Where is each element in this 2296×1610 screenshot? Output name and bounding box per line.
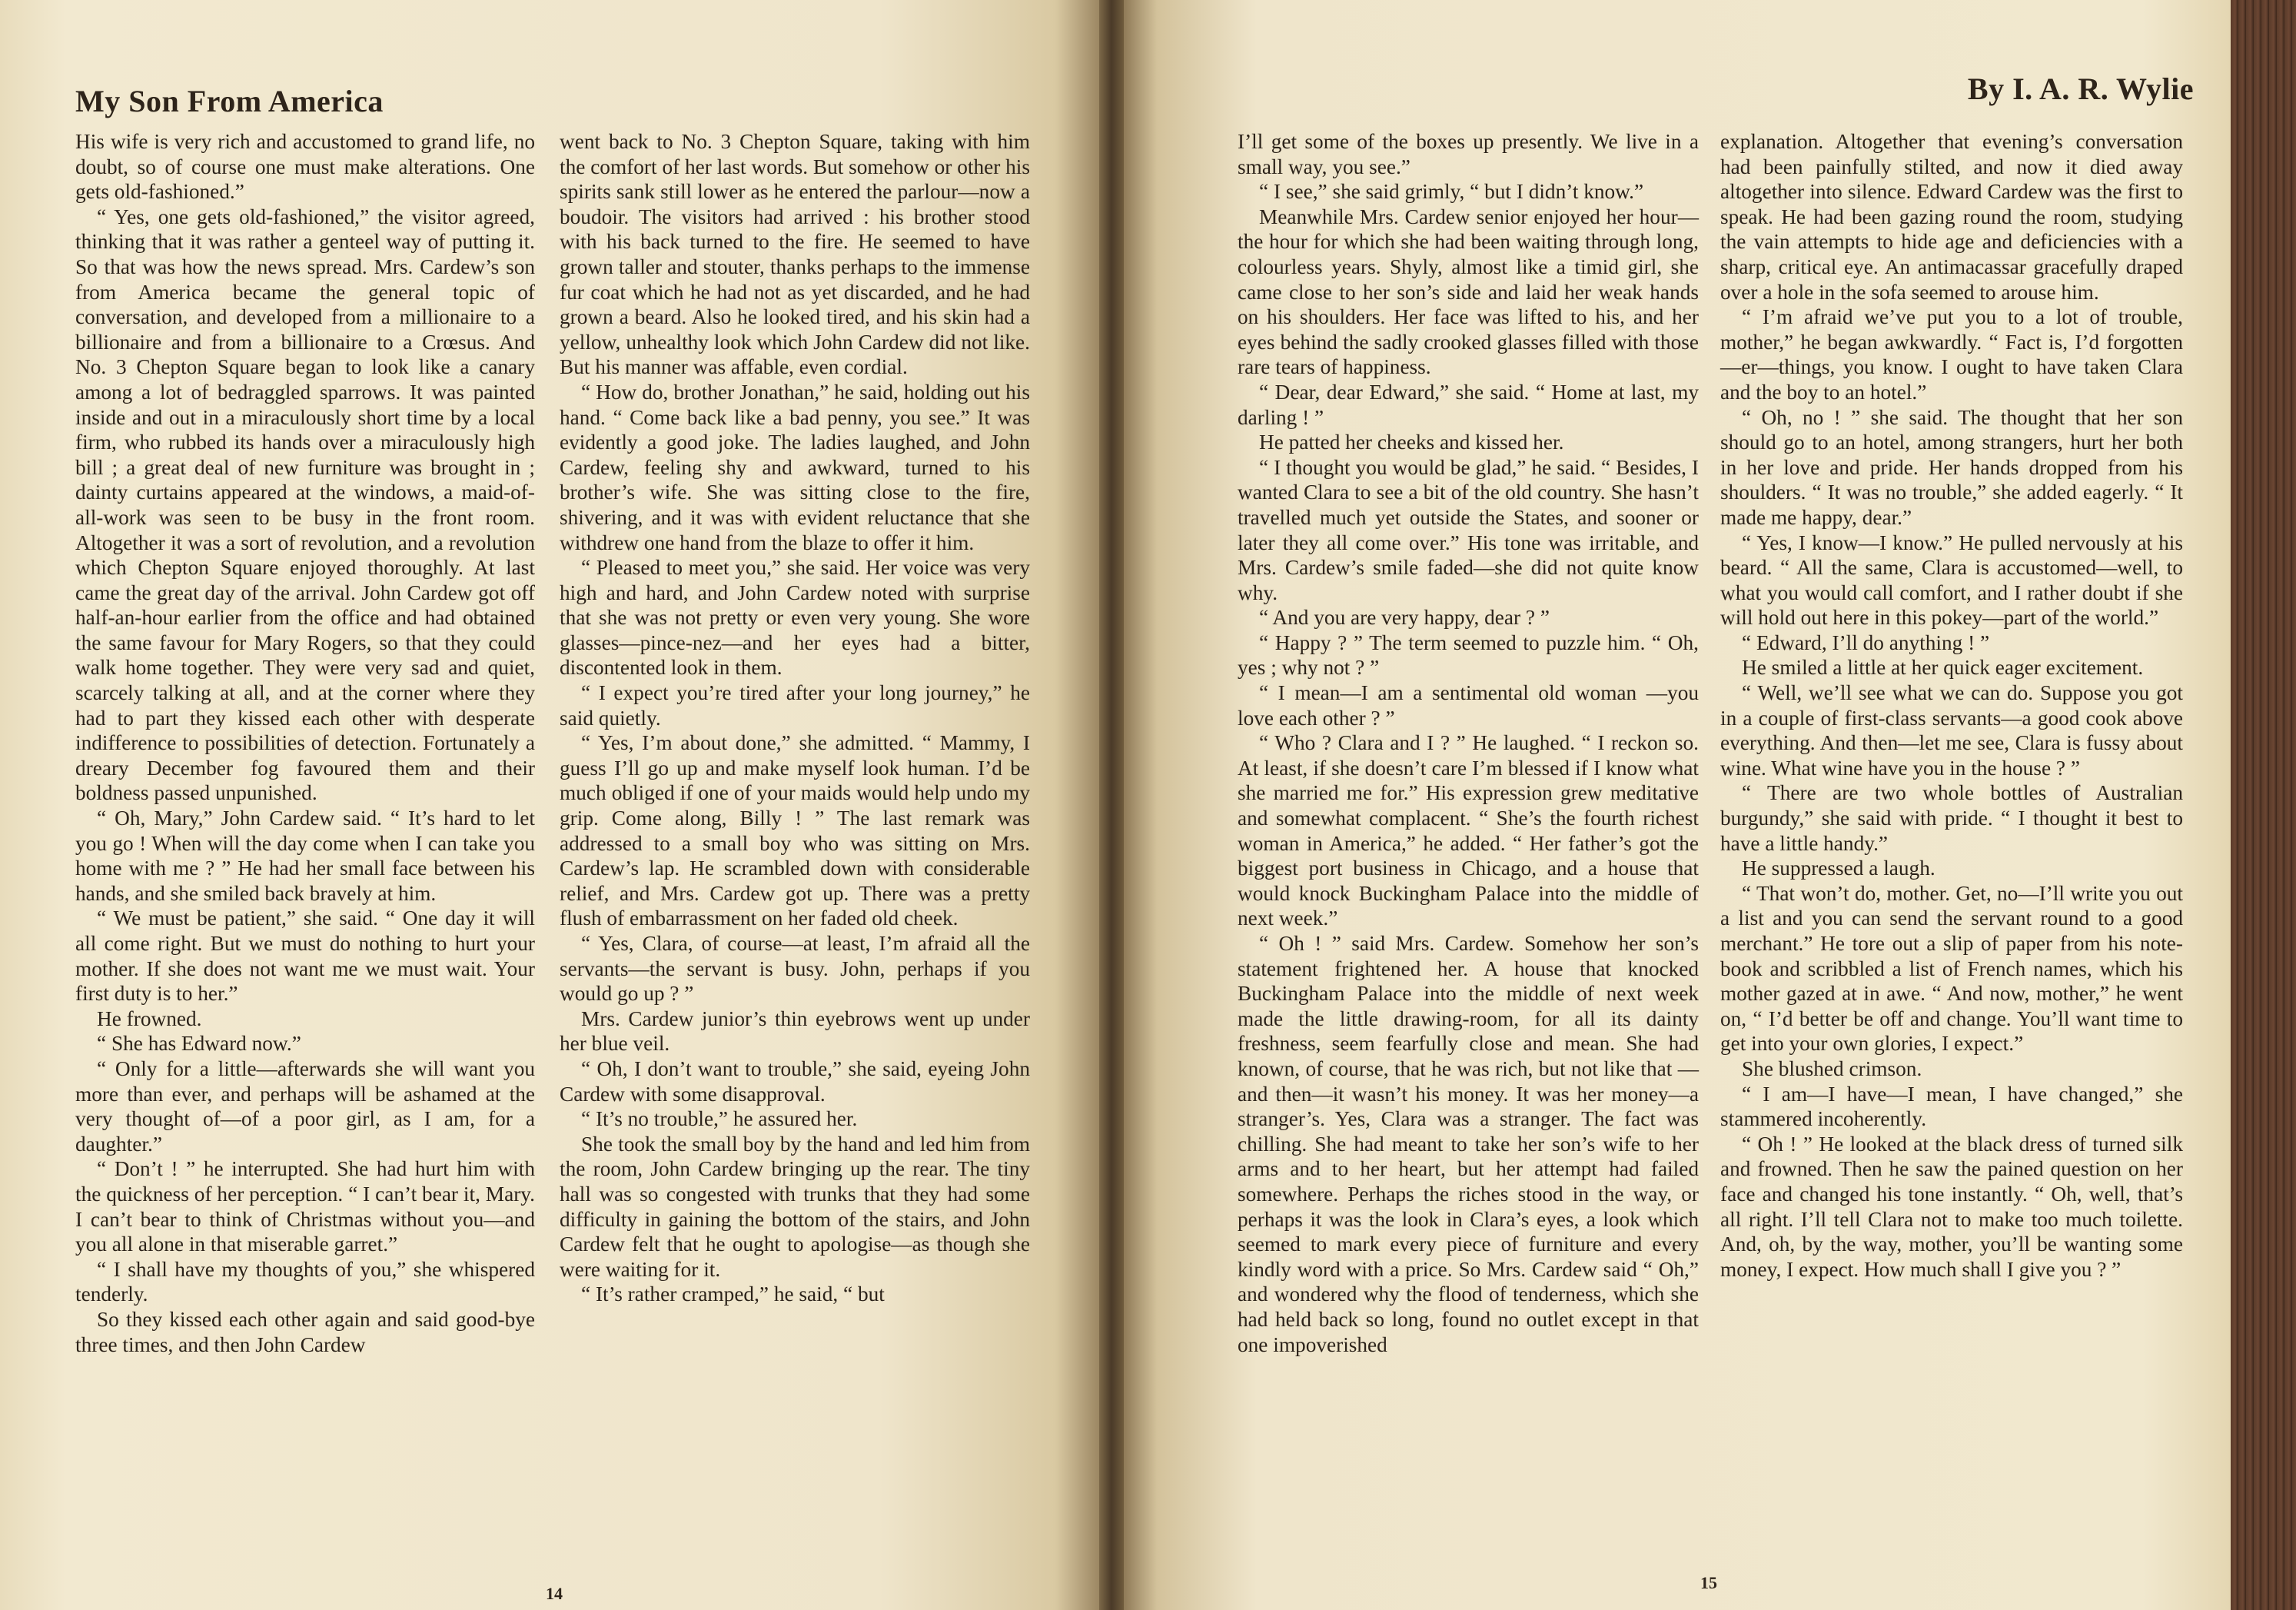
paragraph: “ Dear, dear Edward,” she said. “ Home at last, my darling ! ” (1238, 380, 1699, 429)
paragraph: I’ll get some of the boxes up presently. We live in a small way, you see.” (1238, 130, 1699, 178)
left-page-column-2 (560, 129, 1030, 1307)
paragraph: “ Pleased to meet you,” she said. Her voice was very high and hard, and John Cardew noted with surprise that she was not pretty or even very young. She wore glasses—pince-nez—and her eyes had a bitter, discontented look in them. (560, 556, 1030, 680)
paragraph: “ Don’t ! ” he interrupted. She had hurt him with the quickness of her perception. “ I can’t bear it, Mary. I can’t bear to think of Christmas without you—and you all alone in that miserable garret.” (75, 1157, 535, 1256)
paragraph: “ Edward, I’ll do anything ! ” (1742, 630, 1990, 654)
paragraph: She took the small boy by the hand and led him from the room, John Cardew bringing up the rear. The tiny hall was so congested with trunks that they had some difficulty in gaining the bottom of the stairs, and John Cardew felt that he ought to apologise—as though she were waiting for it. (560, 1132, 1030, 1281)
right-page (1124, 0, 2231, 1610)
paragraph: went back to No. 3 Chepton Square, taking with him the comfort of her last words. But somehow or other his spirits sank still lower as he entered the parlour—now a boudoir. The visitors had arrived : his brother stood with his back turned to the fire. He seemed to have grown taller and stouter, thanks perhaps to the immense fur coat which he had not as yet discarded, and he had grown a beard. Also he looked tired, and his skin had a yellow, unhealthy look which John Cardew did not like. But his manner was affable, even cordial. (560, 130, 1030, 379)
paragraph: “ Who ? Clara and I ? ” He laughed. “ I reckon so. At least, if she doesn’t care I’m blessed if I know what she married me for.” His expression grew meditative and somewhat complacent. “ She’s the fourth richest woman in America,” he added. “ Her father’s got the biggest port business in Chicago, and a house that would knock Buckingham Palace into the middle of next week.” (1238, 731, 1699, 930)
left-page (0, 0, 1099, 1610)
paragraph: “ Yes, one gets old-fashioned,” the visitor agreed, thinking that it was rather a genteel way of putting it. So that was how the news spread. Mrs. Cardew’s son from America became the general topic of conversation, and developed from a millionaire to a billionaire and from a billionaire to a Crœsus. And No. 3 Chepton Square began to look like a canary among a lot of bedraggled sparrows. It was painted inside and out in a miraculously short time by a local firm, who rubbed its hands over a miraculously high bill ; a great deal of new furniture was brought in ; dainty curtains appeared at the windows, a maid-of-all-work was seen to be busy in the front room. Altogether it was a sort of revolution, and a revolution which Chepton Square enjoyed thoroughly. At last came the great day of the arrival. John Cardew got off half-an-hour earlier from the office and had obtained the same favour for Mary Rogers, so that they could walk home together. They were very sad and quiet, scarcely talking at all, and at the corner where they had to part they kissed each other with desperate indifference to possibilities of detection. Fortunately a dreary December fog favoured them and their boldness passed unpunished. (75, 205, 535, 805)
paragraph: His wife is very rich and accustomed to grand life, no doubt, so of course one must make alterations. One gets old-fashioned.” (75, 130, 535, 204)
paragraph: “ Oh, I don’t want to trouble,” she said, eyeing John Cardew with some disapproval. (560, 1056, 1030, 1106)
paragraph: “ Oh, Mary,” John Cardew said. “ It’s hard to let you go ! When will the day come when I can take you home with me ? ” He had her small face between his hands, and she smiled back bravely at him. (75, 807, 535, 905)
paragraph: “ Yes, I’m about done,” she admitted. “ Mammy, I guess I’ll go up and make myself look human. I’d be much obliged if one of your maids would help undo my grip. Come along, Billy ! ” The last remark was addressed to a small boy who was sitting on Mrs. Cardew’s lap. He scrambled down with considerable relief, and Mrs. Cardew got up. There was a pretty flush of embarrassment on her faded old cheek. (560, 731, 1030, 930)
paragraph: “ Oh, no ! ” she said. The thought that her son should go to an hotel, among strangers, hurt her both in her love and pride. Her hands dropped from his shoulders. “ It was no trouble,” she added eagerly. “ It made me happy, dear.” (1720, 405, 2183, 529)
paragraph: “ I am—I have—I mean, I have changed,” she stammered incoherently. (1720, 1082, 2183, 1131)
paragraph: “ I’m afraid we’ve put you to a lot of trouble, mother,” he began awkwardly. “ Fact is, I’d forgotten—er—things, you know. I ought to have taken Clara and the boy to an hotel.” (1720, 305, 2183, 404)
paragraph: “ How do, brother Jonathan,” he said, holding out his hand. “ Come back like a bad penny, you see.” It was evidently a good joke. The ladies laughed, and John Cardew, feeling shy and awkward, turned to his brother’s wife. She was sitting close to the fire, shivering, and it was with evident reluctance that she withdrew one hand from the blaze to offer it him. (560, 380, 1030, 554)
paragraph: “ Yes, Clara, of course—at least, I’m afraid all the servants—the servant is busy. John, perhaps if you would go up ? ” (560, 932, 1030, 1006)
paragraph: “ Happy ? ” The term seemed to puzzle him. “ Oh, yes ; why not ? ” (1238, 630, 1699, 680)
paragraph: He suppressed a laugh. (1742, 857, 1935, 880)
paragraph: “ It’s no trouble,” he assured her. (581, 1107, 858, 1131)
paragraph: “ It’s rather cramped,” he said, “ but (581, 1282, 885, 1306)
paragraph: “ I see,” she said grimly, “ but I didn’t know.” (1259, 180, 1644, 204)
paragraph: He frowned. (97, 1006, 202, 1030)
paragraph: “ And you are very happy, dear ? ” (1259, 606, 1550, 630)
running-head-title: My Son From America (75, 84, 384, 118)
paragraph: He smiled a little at her quick eager excitement. (1742, 656, 2144, 680)
paragraph: She blushed crimson. (1742, 1056, 1922, 1080)
paragraph: “ Oh ! ” He looked at the black dress of turned silk and frowned. Then he saw the pained question on her face and changed his tone instantly. “ Oh, well, that’s all right. I’ll tell Clara not to make too much toilette. And, oh, by the way, mother, you’ll be wanting some money, I expect. How much shall I give you ? ” (1720, 1132, 2183, 1281)
paragraph: “ She has Edward now.” (97, 1032, 301, 1056)
book-gutter (1099, 0, 1124, 1610)
paragraph: He patted her cheeks and kissed her. (1259, 431, 1564, 454)
paragraph: Mrs. Cardew junior’s thin eyebrows went up under her blue veil. (560, 1006, 1030, 1056)
paragraph: “ I expect you’re tired after your long journey,” he said quietly. (560, 681, 1030, 730)
right-page-column-1 (1238, 129, 1699, 1357)
paragraph: “ Only for a little—afterwards she will want you more than ever, and perhaps will be ashamed at the very thought of—of a poor girl, as I am, for a daughter.” (75, 1056, 535, 1156)
right-page-column-2 (1720, 129, 2183, 1282)
book-cover-edge (2231, 0, 2296, 1610)
paragraph: Meanwhile Mrs. Cardew senior enjoyed her hour—the hour for which she had been waiting through long, colourless years. Shyly, almost like a timid girl, she came close to her son’s side and laid her weak hands on his shoulders. Her face was lifted to his, and her eyes behind the sadly crooked glasses filled with those rare tears of happiness. (1238, 205, 1699, 379)
paragraph: “ I shall have my thoughts of you,” she whispered tenderly. (75, 1257, 535, 1306)
running-head-author: By I. A. R. Wylie (1967, 72, 2194, 106)
paragraph: “ We must be patient,” she said. “ One day it will all come right. But we must do nothing to hurt your mother. If she does not want me we must wait. Your first duty is to her.” (75, 906, 535, 1006)
paragraph: explanation. Altogether that evening’s conversation had been painfully stilted, and now it died away altogether into silence. Edward Cardew was the first to speak. He had been gazing round the room, studying the vain attempts to hide age and deficiencies with a sharp, critical eye. An antimacassar gracefully draped over a hole in the sofa seemed to arouse him. (1720, 130, 2183, 304)
paragraph: So they kissed each other again and said good-bye three times, and then John Cardew (75, 1307, 535, 1356)
paragraph: “ There are two whole bottles of Australian burgundy,” she said with pride. “ I thought it best to have a little handy.” (1720, 781, 2183, 855)
paragraph: “ Yes, I know—I know.” He pulled nervously at his beard. “ All the same, Clara is accustomed—well, to what you would call comfort, and I rather doubt if she will hold out here in this pokey—part of the world.” (1720, 531, 2183, 630)
page-number: 15 (1700, 1573, 1717, 1592)
page-number: 14 (546, 1584, 563, 1603)
paragraph: “ That won’t do, mother. Get, no—I’ll write you out a list and you can send the servant round to a good merchant.” He tore out a slip of paper from his note-book and scribbled a list of French names, which his mother gazed at in awe. “ And now, mother,” he went on, “ I’d better be off and change. You’ll want time to get into your own glories, I expect.” (1720, 881, 2183, 1056)
paragraph: “ I thought you would be glad,” he said. “ Besides, I wanted Clara to see a bit of the old country. She hasn’t travelled much yet outside the States, and sooner or later they all come over.” His tone was irritable, and Mrs. Cardew’s smile faded—she did not quite know why. (1238, 455, 1699, 604)
paragraph: “ I mean—I am a sentimental old woman —you love each other ? ” (1238, 681, 1699, 730)
paragraph: “ Oh ! ” said Mrs. Cardew. Somehow her son’s statement frightened her. A house that knocked Buckingham Palace into the middle of next week made the little drawing-room, for all its dainty freshness, seem fearfully close and mean. She had known, of course, that he was rich, but not like that —and then—it wasn’t his money. It was her money—a stranger’s. Yes, Clara was a stranger. The fact was chilling. She had meant to take her son’s wife to her arms and to her heart, but her attempt had failed somewhere. Perhaps the riches stood in the way, or perhaps it was the look in Clara’s eyes, a look which seemed to mark every piece of furniture and every kindly word with a price. So Mrs. Cardew said “ Oh,” and wondered why the flood of tenderness, which she had held back so long, found no outlet except in that one impoverished (1238, 932, 1699, 1356)
paragraph: “ Well, we’ll see what we can do. Suppose you got in a couple of first-class servants—a good cook above everything. And then—let me see, Clara is fussy about wine. What wine have you in the house ? ” (1720, 681, 2183, 780)
left-page-column-1 (75, 129, 535, 1357)
